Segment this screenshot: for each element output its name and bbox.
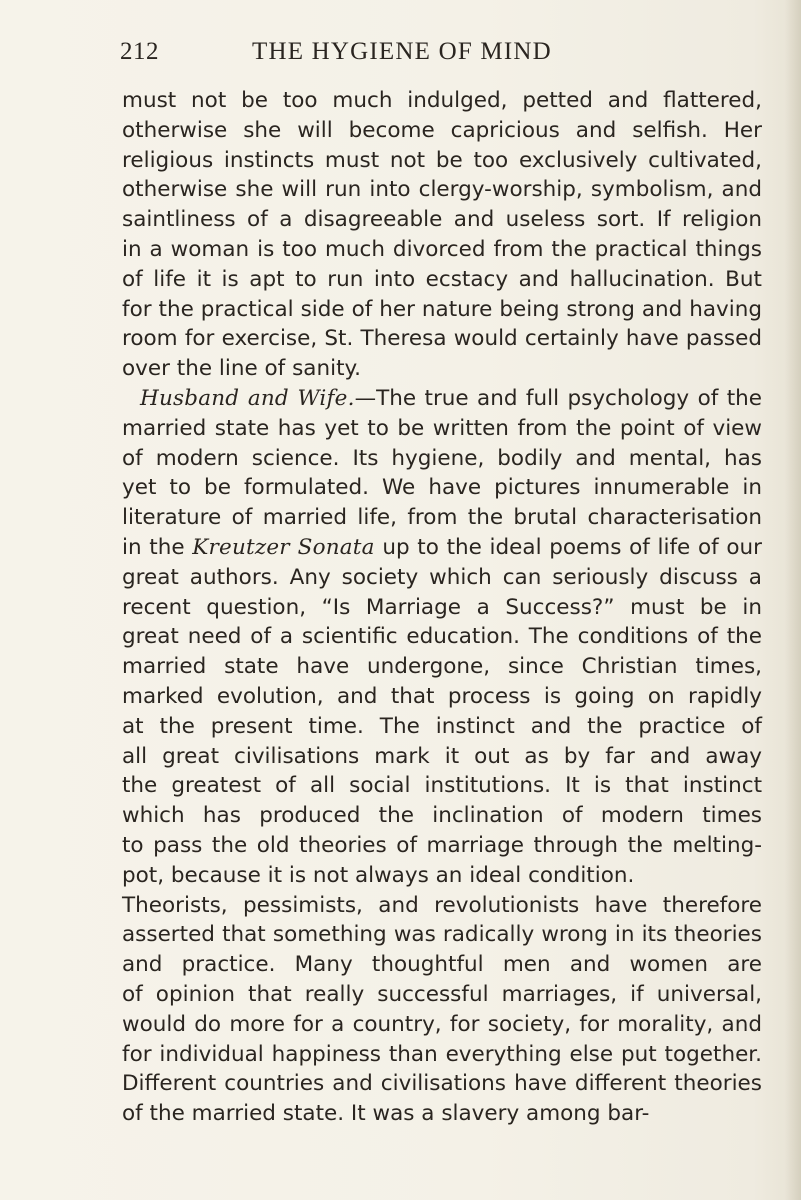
text-line	[122, 473, 762, 503]
text-line	[122, 116, 762, 146]
text-line-content: over the line of sanity.	[122, 356, 361, 382]
text-line-content: Different countries and civilisations have different theories	[122, 1071, 762, 1097]
text-line-content: in a woman is too much divorced from the practical things	[122, 236, 762, 262]
text-line-content: married state has yet to be written from the point of view	[122, 415, 762, 441]
text-line	[122, 771, 762, 801]
text-line	[122, 861, 762, 891]
text-line	[122, 712, 762, 742]
text-line	[122, 593, 762, 623]
running-title: THE HYGIENE OF MIND	[252, 38, 552, 65]
text-line	[122, 533, 762, 563]
text-line-content: otherwise she will run into clergy-worship, symbolism, and	[122, 177, 762, 203]
running-head	[120, 38, 640, 72]
text-line-content: of life it is apt to run into ecstacy and hallucination. But	[122, 266, 762, 292]
text-line-content: yet to be formulated. We have pictures innumerable in	[122, 475, 762, 501]
text-line	[122, 652, 762, 682]
text-line	[122, 950, 762, 980]
text-line-content: would do more for a country, for society, for morality, and	[122, 1011, 762, 1037]
text-line	[122, 1069, 762, 1099]
body-text	[122, 86, 762, 1129]
text-line	[122, 622, 762, 652]
text-line-content: otherwise she will become capricious and selfish. Her	[122, 117, 762, 143]
text-line	[122, 831, 762, 861]
text-line-content: great authors. Any society which can seriously discuss a	[122, 564, 762, 590]
text-line	[122, 742, 762, 772]
text-line	[122, 682, 762, 712]
text-line-content: pot, because it is not always an ideal condition.	[122, 862, 635, 888]
text-line-content: married state have undergone, since Christian times,	[122, 654, 762, 680]
text-line	[122, 414, 762, 444]
text-line	[122, 503, 762, 533]
text-line	[122, 354, 762, 384]
italic-title: Kreutzer Sonata	[192, 534, 375, 560]
text-line-content: at the present time. The instinct and the practice of	[122, 713, 762, 739]
text-line-content: great need of a scientific education. The conditions of the	[122, 624, 762, 650]
text-line-content: of opinion that really successful marriages, if universal,	[122, 981, 762, 1007]
text-line	[122, 205, 762, 235]
text-line	[122, 1099, 762, 1129]
text-line-content: all great civilisations mark it out as by far and away	[122, 743, 762, 769]
text-line-content: to pass the old theories of marriage through the melting-	[122, 832, 762, 858]
text-line	[122, 980, 762, 1010]
text-line-content: literature of married life, from the brutal characterisation	[122, 505, 762, 531]
text-line-content: the greatest of all social institutions. It is that instinct	[122, 773, 762, 799]
text-line-content: for the practical side of her nature being strong and having	[122, 296, 762, 322]
text-line	[122, 235, 762, 265]
page-edge-shadow	[785, 0, 801, 1200]
text-line-content: of modern science. Its hygiene, bodily and mental, has	[122, 445, 762, 471]
text-line-content: of the married state. It was a slavery among bar-	[122, 1101, 650, 1127]
text-line-content: up to the ideal poems of life of our	[374, 534, 762, 560]
italic-title: Husband and Wife.	[140, 385, 355, 411]
text-line	[122, 920, 762, 950]
text-line-content: recent question, “Is Marriage a Success?” must be in	[122, 594, 762, 620]
text-line-content: must not be too much indulged, petted and flattered,	[122, 88, 762, 113]
text-line-content: room for exercise, St. Theresa would certainly have passed	[122, 326, 762, 352]
text-line	[122, 86, 762, 116]
text-line	[122, 146, 762, 176]
text-line	[122, 891, 762, 921]
text-line-content: religious instincts must not be too exclusively cultivated,	[122, 147, 762, 173]
text-line	[122, 324, 762, 354]
text-line-content: which has produced the inclination of modern times	[122, 803, 762, 829]
text-line	[122, 1010, 762, 1040]
text-line-content: marked evolution, and that process is going on rapidly	[122, 683, 762, 709]
text-line	[122, 563, 762, 593]
text-line-content: saintliness of a disagreeable and useless sort. If religion	[122, 207, 762, 233]
text-line-content: for individual happiness than everything else put together.	[122, 1041, 762, 1067]
text-line	[122, 801, 762, 831]
text-line	[122, 265, 762, 295]
text-line	[122, 1040, 762, 1070]
page-number: 212	[120, 38, 159, 65]
text-line-content: and practice. Many thoughtful men and women are	[122, 952, 762, 978]
text-line	[122, 444, 762, 474]
text-line-content: asserted that something was radically wrong in its theories	[122, 922, 762, 948]
text-line	[122, 384, 762, 414]
text-line	[122, 175, 762, 205]
text-line-content: Theorists, pessimists, and revolutionists have therefore	[122, 892, 762, 918]
text-line-lead: in the	[122, 534, 193, 560]
text-line	[122, 295, 762, 325]
text-line-content: —The true and full psychology of the	[354, 385, 762, 411]
